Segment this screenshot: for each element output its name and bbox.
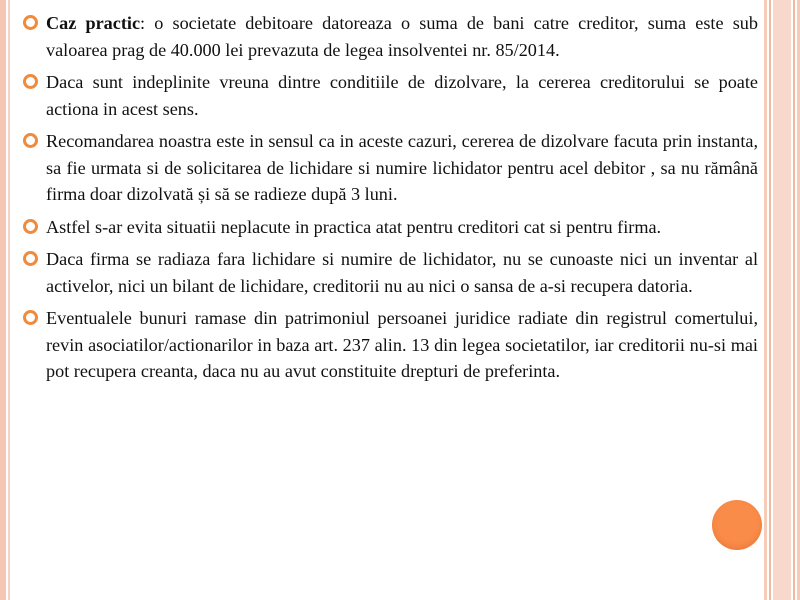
- bullet-item-caz-practic: [22, 10, 758, 63]
- bullet-text: Daca firma se radiaza fara lichidare si numire de lichidator, nu se cunoaste nici un inventar al activelor, nici un bilant de lichidare, creditorii nu au nici o sansa de a-si recupera datoria.: [46, 249, 758, 296]
- bullet-text: Eventualele bunuri ramase din patrimoniul persoanei juridice radiate din registrul comertului, revin asociatilor/actionarilor in baza art. 237 alin. 13 din legea societatilor, iar creditorii nu-si mai pot recupera creanta, daca nu au avut constituite drepturi de preferinta.: [46, 308, 758, 381]
- circle-bullet-icon: [23, 251, 38, 266]
- stripe: [764, 0, 767, 600]
- right-stripes-decoration: [764, 0, 800, 600]
- circle-bullet-icon: [23, 133, 38, 148]
- stripe: [773, 0, 791, 600]
- bullet-list: [22, 10, 758, 385]
- bullet-item-bunuri-ramase: [22, 305, 758, 385]
- bullet-item-recomandare: [22, 128, 758, 208]
- circle-bullet-icon: [23, 219, 38, 234]
- bullet-text: Recomandarea noastra este in sensul ca in aceste cazuri, cererea de dizolvare facuta prin instanta, sa fie urmata si de solicitarea de lichidare si numire lichidator pentru acel debitor , sa nu rămână firma doar dizolvată și să se radieze după 3 luni.: [46, 131, 758, 204]
- stripe: [769, 0, 771, 600]
- bullet-item-conditii-dizolvare: [22, 69, 758, 122]
- bullet-lead: Caz practic: [46, 13, 141, 33]
- orange-circle-decoration: [712, 500, 762, 550]
- bullet-text: Daca sunt indeplinite vreuna dintre conditiile de dizolvare, la cererea creditorului se poate actiona in acest sens.: [46, 72, 758, 119]
- left-border-decoration: [0, 0, 6, 600]
- bullet-text: : o societate debitoare datoreaza o suma de bani catre creditor, suma este sub valoarea prag de 40.000 lei prevazuta de legea insolventei nr. 85/2014.: [46, 13, 758, 60]
- bullet-item-radiere-fara-lichidare: [22, 246, 758, 299]
- circle-bullet-icon: [23, 310, 38, 325]
- circle-bullet-icon: [23, 15, 38, 30]
- bullet-item-evitare-situatii: [22, 214, 758, 241]
- circle-bullet-icon: [23, 74, 38, 89]
- stripe: [793, 0, 795, 600]
- bullet-text: Astfel s-ar evita situatii neplacute in practica atat pentru creditori cat si pentru firma.: [46, 216, 662, 237]
- slide-content: [22, 10, 758, 391]
- left-line-decoration: [8, 0, 10, 600]
